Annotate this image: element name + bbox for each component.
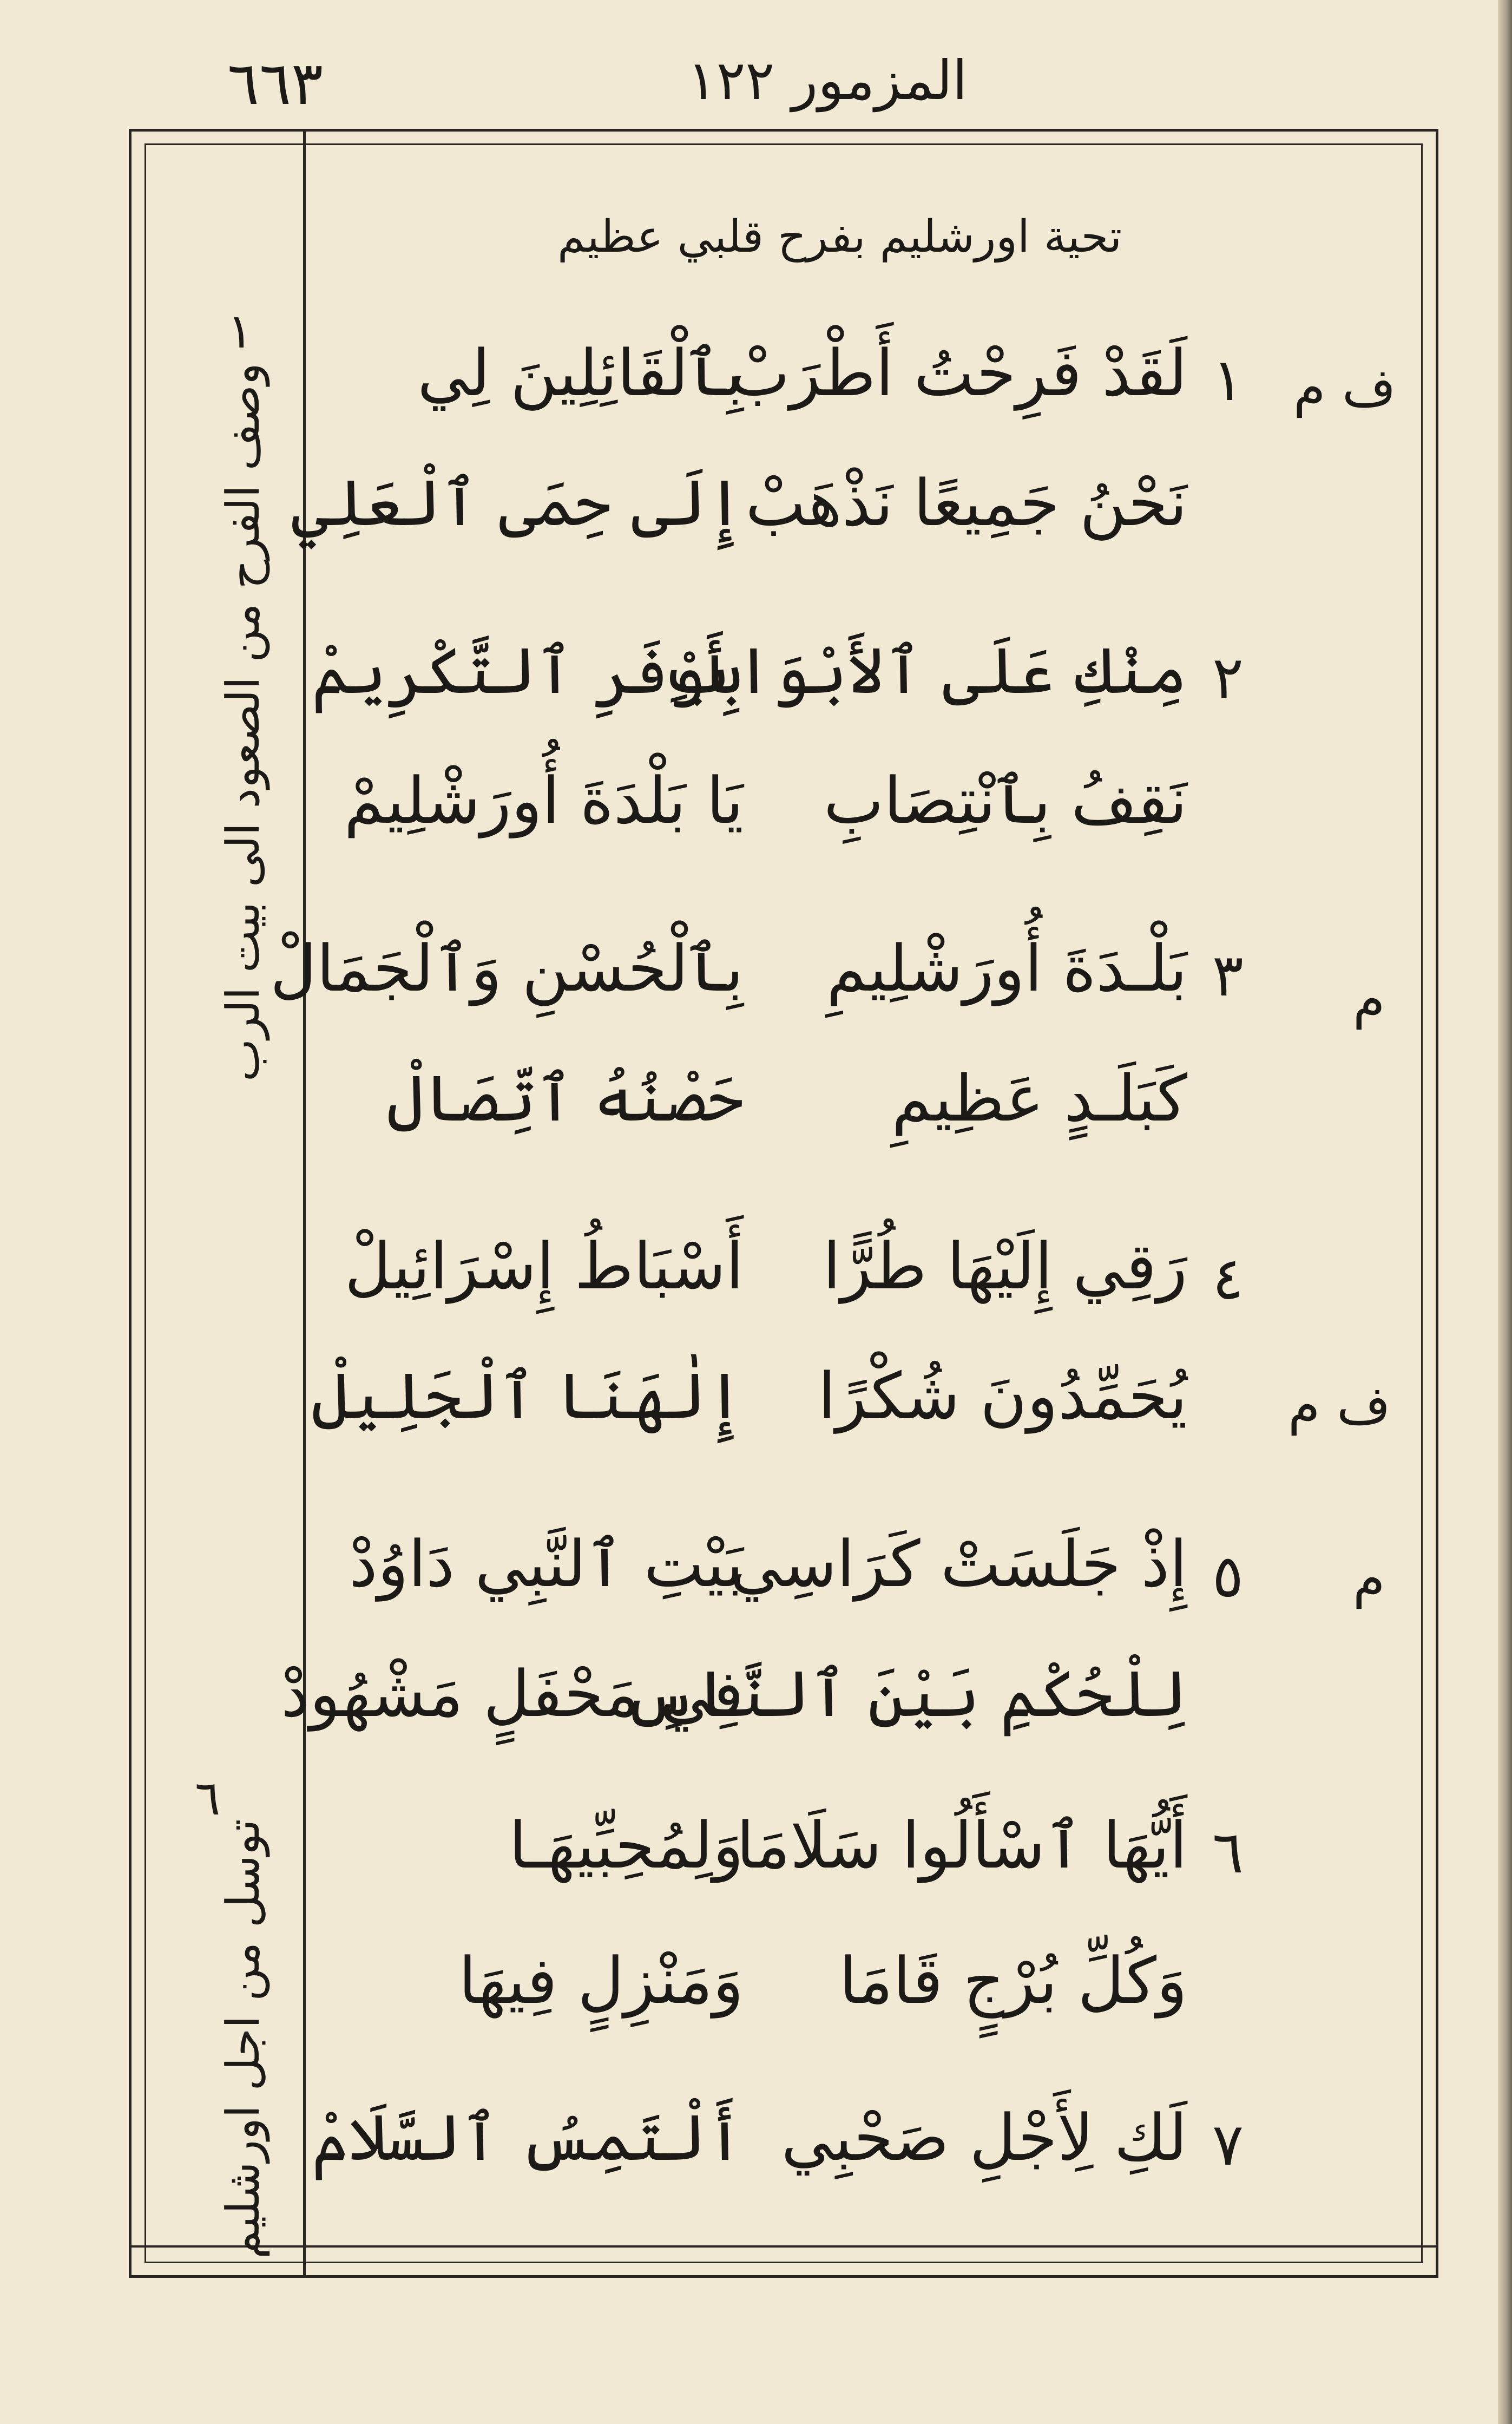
verse-number: ٤ [1212,1245,1244,1313]
hemistich-left: يَا بَلْدَةَ أُورَشْلِيمْ [344,763,744,838]
hemistich-left: إِلَى حِمَى ٱلْعَلِي [291,466,744,540]
margin-marker: ف م [1288,1375,1391,1436]
margin-marker: م [1353,1548,1385,1609]
hemistich-right: لَقَدْ فَرِحْتُ أَطْرَبْ [729,336,1187,410]
hemistich-right: مِنْكِ عَلَى ٱلأَبْوَابِ [660,633,1187,708]
side-note: وصف الفرح من الصعود الى بيت الرب [216,363,269,1082]
page-frame [129,129,1438,2278]
hemistich-left: بِٱلْحُسْنِ وَٱلْجَمَالْ [270,931,744,1006]
verse-number: ٢ [1212,644,1244,712]
verse-number: ٧ [1212,2111,1244,2179]
hemistich-right: أَيُّهَا ٱسْأَلُوا سَلَامَا [736,1808,1187,1883]
hemistich-right: كَبَلَـدٍ عَظِيمِ [891,1061,1187,1136]
margin-divider [303,129,306,2278]
verse-number: ٣ [1212,942,1244,1010]
hemistich-left: أَلْتَمِسُ ٱلسَّلَامْ [311,2100,744,2175]
side-note: توسل من اجل اورشليم [216,1819,269,2259]
hemistich-right: لِلْحُكْمِ بَيْنَ ٱلنَّاسِ [623,1656,1187,1731]
hemistich-left: وَلِمُحِبِّيهَـا [509,1808,744,1883]
psalm-subtitle: تحية اورشليم بفرح قلبي عظيم [557,211,1122,263]
running-title: المزمور ١٢٢ [687,49,968,112]
hemistich-right: إِذْ جَلَسَتْ كَرَاسِي [730,1527,1187,1601]
hemistich-left: فِي مَحْفَلٍ مَشْهُودْ [281,1656,744,1731]
hemistich-left: أَسْبَاطُ إِسْرَائِيلْ [344,1229,744,1303]
hemistich-left: حَصْنُهُ ٱتِّصَالْ [386,1061,744,1136]
page-header [0,38,1512,119]
inner-frame [144,143,1423,2263]
hemistich-right: لَكِ لِأَجْلِ صَحْبِي [781,2100,1187,2175]
page-edge [1498,0,1512,2424]
hemistich-right: نَقِفُ بِٱنْتِصَابِ [824,763,1187,838]
hemistich-left: بِأَوْفَرِ ٱلتَّكْرِيمْ [311,633,744,708]
hemistich-right: وَكُلِّ بُرْجٍ قَامَا [839,1943,1187,2018]
hemistich-left: إِلٰهَنَا ٱلْجَلِيلْ [311,1359,744,1433]
hemistich-left: بَيْتِ ٱلنَّبِي دَاوُدْ [349,1527,744,1601]
side-note-number: ١ [227,303,253,359]
hemistich-right: يُحَمِّدُونَ شُكْرًا [818,1359,1187,1433]
verse-number: ٦ [1212,1819,1244,1886]
hemistich-right: بَلْـدَةَ أُورَشْلِيمِ [826,931,1187,1006]
hemistich-right: نَحْنُ جَمِيعًا نَذْهَبْ [745,466,1187,540]
hemistich-left: بِٱلْقَائِلِينَ لِي [417,336,744,410]
hemistich-left: وَمَنْزِلٍ فِيهَا [458,1943,744,2018]
side-note-number: ٦ [195,1770,221,1826]
verse-number: ٥ [1212,1543,1244,1610]
margin-marker: م [1353,969,1385,1030]
margin-marker: ف م [1293,357,1396,418]
hemistich-right: رَقِي إِلَيْهَا طُرًّا [823,1229,1187,1303]
page-number: ٦٦٣ [227,49,324,118]
verse-number: ١ [1212,346,1244,414]
bottom-rule [129,2245,1438,2248]
